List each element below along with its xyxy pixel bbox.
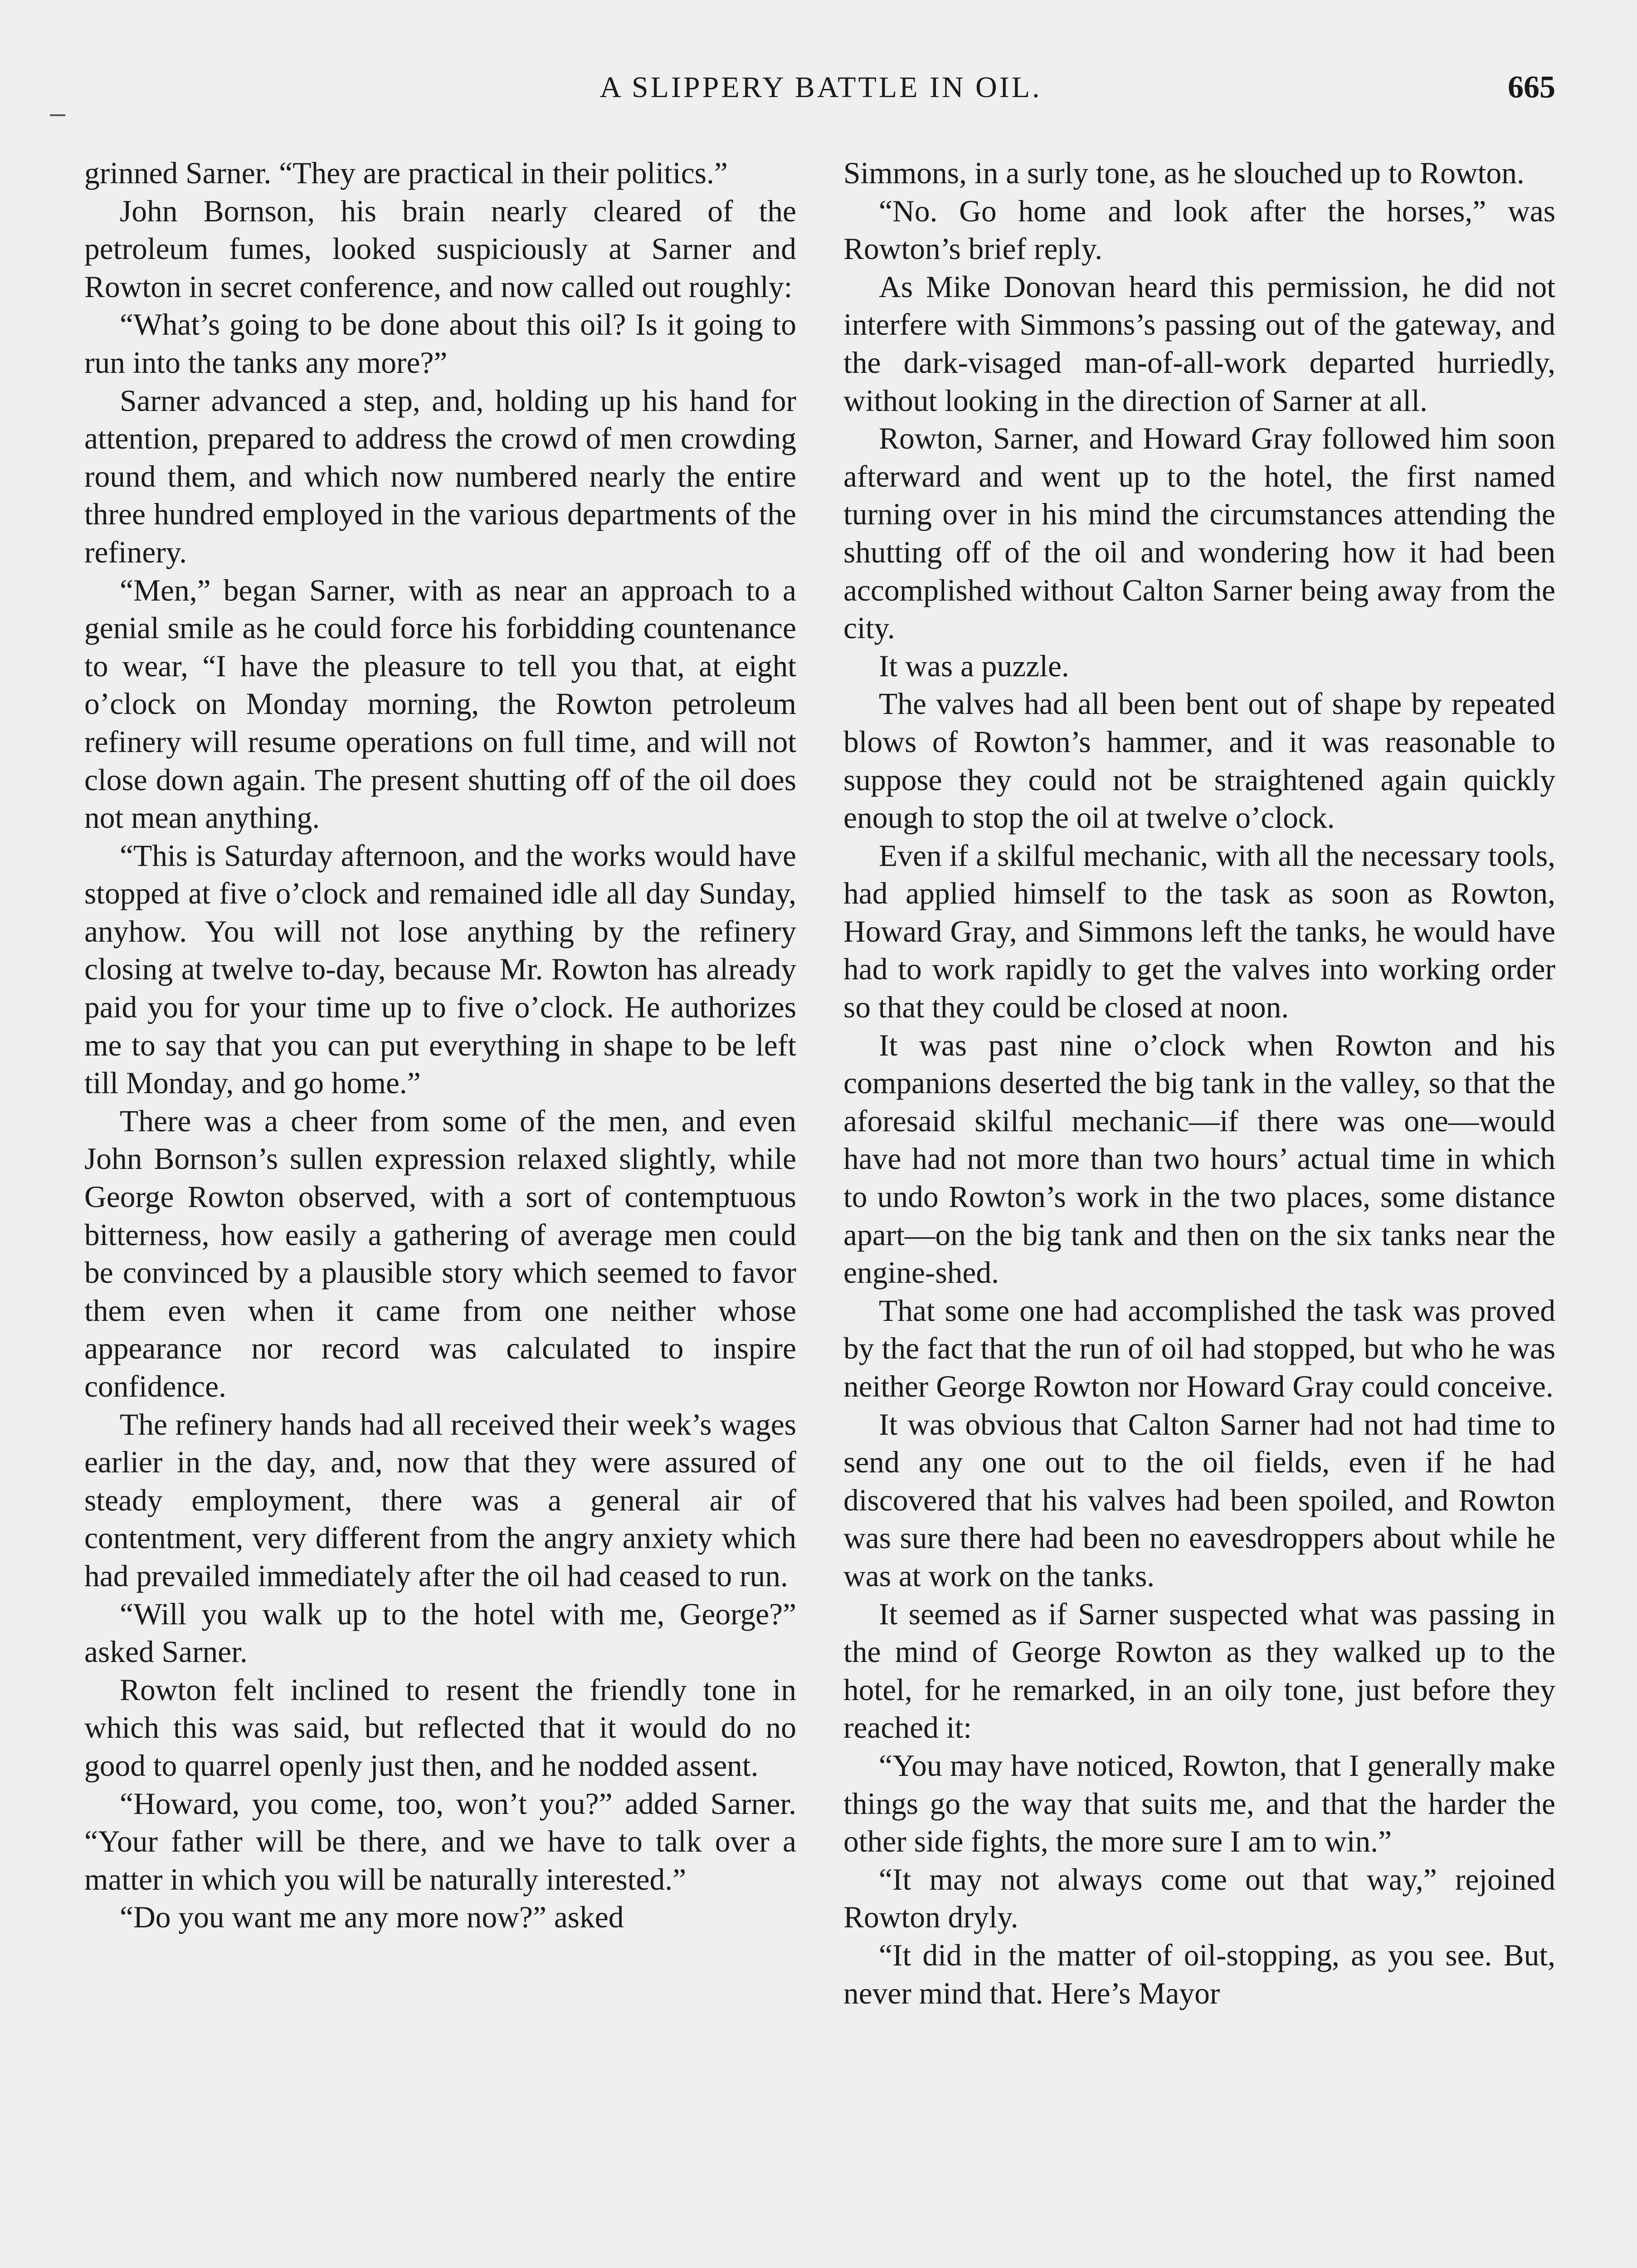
printer-mark bbox=[50, 114, 65, 116]
page-header bbox=[86, 67, 1555, 108]
running-title: A SLIPPERY BATTLE IN OIL. bbox=[599, 71, 1042, 104]
paragraph: John Bornson, his brain nearly cleared of the petroleum fumes, looked suspiciously at Sarner and Rowton in secret conference, and now called out roughly: bbox=[84, 194, 796, 304]
paragraph: “It may not always come out that way,” rejoined Rowton dryly. bbox=[843, 1862, 1555, 1935]
paragraph: That some one had accomplished the task was proved by the fact that the run of oil had stopped, but who he was neither George Rowton nor Howard Gray could conceive. bbox=[843, 1293, 1555, 1403]
paragraph: grinned Sarner. “They are practical in their politics.” bbox=[84, 156, 728, 190]
paragraph: It was past nine o’clock when Rowton and his companions deserted the big tank in the valley, so that the aforesaid skilful mechanic—if there was one—would have had not more than two hours’ actual time in which to undo Rowton’s work in the two places, some distance apart—on the big tank and then on the six tanks near the engine-shed. bbox=[843, 1028, 1555, 1290]
paragraph: Simmons, in a surly tone, as he slouched up to Rowton. bbox=[843, 156, 1525, 190]
paragraph: It seemed as if Sarner suspected what was passing in the mind of George Rowton as they walked up to the hotel, for he remarked, in an oily tone, just before they reached it: bbox=[843, 1597, 1555, 1745]
paragraph: “You may have noticed, Rowton, that I generally make things go the way that suits me, and that the harder the other side fights, the more sure I am to win.” bbox=[843, 1748, 1555, 1859]
paragraph: As Mike Donovan heard this permission, he did not interfere with Simmons’s passing out of the gateway, and the dark-visaged man-of-all-work departed hurriedly, without looking in the direction of Sarner at all. bbox=[843, 269, 1555, 418]
left-text-column bbox=[84, 154, 796, 1936]
paragraph: “Howard, you come, too, won’t you?” added Sarner. “Your father will be there, and we have to talk over a matter in which you will be naturally interested.” bbox=[84, 1786, 796, 1897]
paragraph: “No. Go home and look after the horses,” was Rowton’s brief reply. bbox=[843, 194, 1555, 266]
paragraph: “Men,” began Sarner, with as near an approach to a genial smile as he could force his forbidding countenance to wear, “I have the pleasure to tell you that, at eight o’clock on Monday morning, the Rowton petroleum refinery will resume operations on full time, and will not close down again. The present shutting off of the oil does not mean anything. bbox=[84, 573, 796, 835]
paragraph: “It did in the matter of oil-stopping, as you see. But, never mind that. Here’s Mayor bbox=[843, 1938, 1555, 2010]
paragraph: Rowton, Sarner, and Howard Gray followed him soon afterward and went up to the hotel, the first named turning over in his mind the circumstances attending the shutting off of the oil and wondering how it had been accomplished without Calton Sarner being away from the city. bbox=[843, 421, 1555, 645]
paragraph: “What’s going to be done about this oil? Is it going to run into the tanks any more?” bbox=[84, 308, 796, 380]
paragraph: It was a puzzle. bbox=[879, 649, 1069, 683]
paragraph: Even if a skilful mechanic, with all the necessary tools, had applied himself to the task as soon as Rowton, Howard Gray, and Simmons left the tanks, he would have had to work rapidly to get the valves into working order so that they could be closed at noon. bbox=[843, 838, 1555, 1025]
paragraph: Rowton felt inclined to resent the friendly tone in which this was said, but reflected that it would do no good to quarrel openly just then, and he nodded assent. bbox=[84, 1672, 796, 1783]
page-number: 665 bbox=[1508, 70, 1555, 105]
paragraph: The refinery hands had all received their week’s wages earlier in the day, and, now that they were assured of steady employment, there was a general air of contentment, very different from the angry anxiety which had prevailed immediately after the oil had ceased to run. bbox=[84, 1407, 796, 1593]
paragraph: Sarner advanced a step, and, holding up his hand for attention, prepared to address the crowd of men crowding round them, and which now numbered nearly the entire three hundred employed in the various departments of the refinery. bbox=[84, 383, 796, 569]
right-text-column bbox=[843, 154, 1555, 2012]
paragraph: “Will you walk up to the hotel with me, George?” asked Sarner. bbox=[84, 1597, 796, 1669]
paragraph: The valves had all been bent out of shape by repeated blows of Rowton’s hammer, and it was reasonable to suppose they could not be straightened again quickly enough to stop the oil at twelve o’clock. bbox=[843, 687, 1555, 835]
paragraph: “Do you want me any more now?” asked bbox=[120, 1900, 624, 1935]
paragraph: It was obvious that Calton Sarner had not had time to send any one out to the oil fields, even if he had discovered that his valves had been spoiled, and Rowton was sure there had been no eavesdroppers about while he was at work on the tanks. bbox=[843, 1407, 1555, 1593]
paragraph: There was a cheer from some of the men, and even John Bornson’s sullen expression relaxed slightly, while George Rowton observed, with a sort of contemptuous bitterness, how easily a gathering of average men could be convinced by a plausible story which seemed to favor them even when it came from one neither whose appearance nor record was calculated to inspire confidence. bbox=[84, 1104, 796, 1403]
paragraph: “This is Saturday afternoon, and the works would have stopped at five o’clock and remained idle all day Sunday, anyhow. You will not lose anything by the refinery closing at twelve to-day, because Mr. Rowton has already paid you for your time up to five o’clock. He authorizes me to say that you can put everything in shape to be left till Monday, and go home.” bbox=[84, 838, 796, 1100]
